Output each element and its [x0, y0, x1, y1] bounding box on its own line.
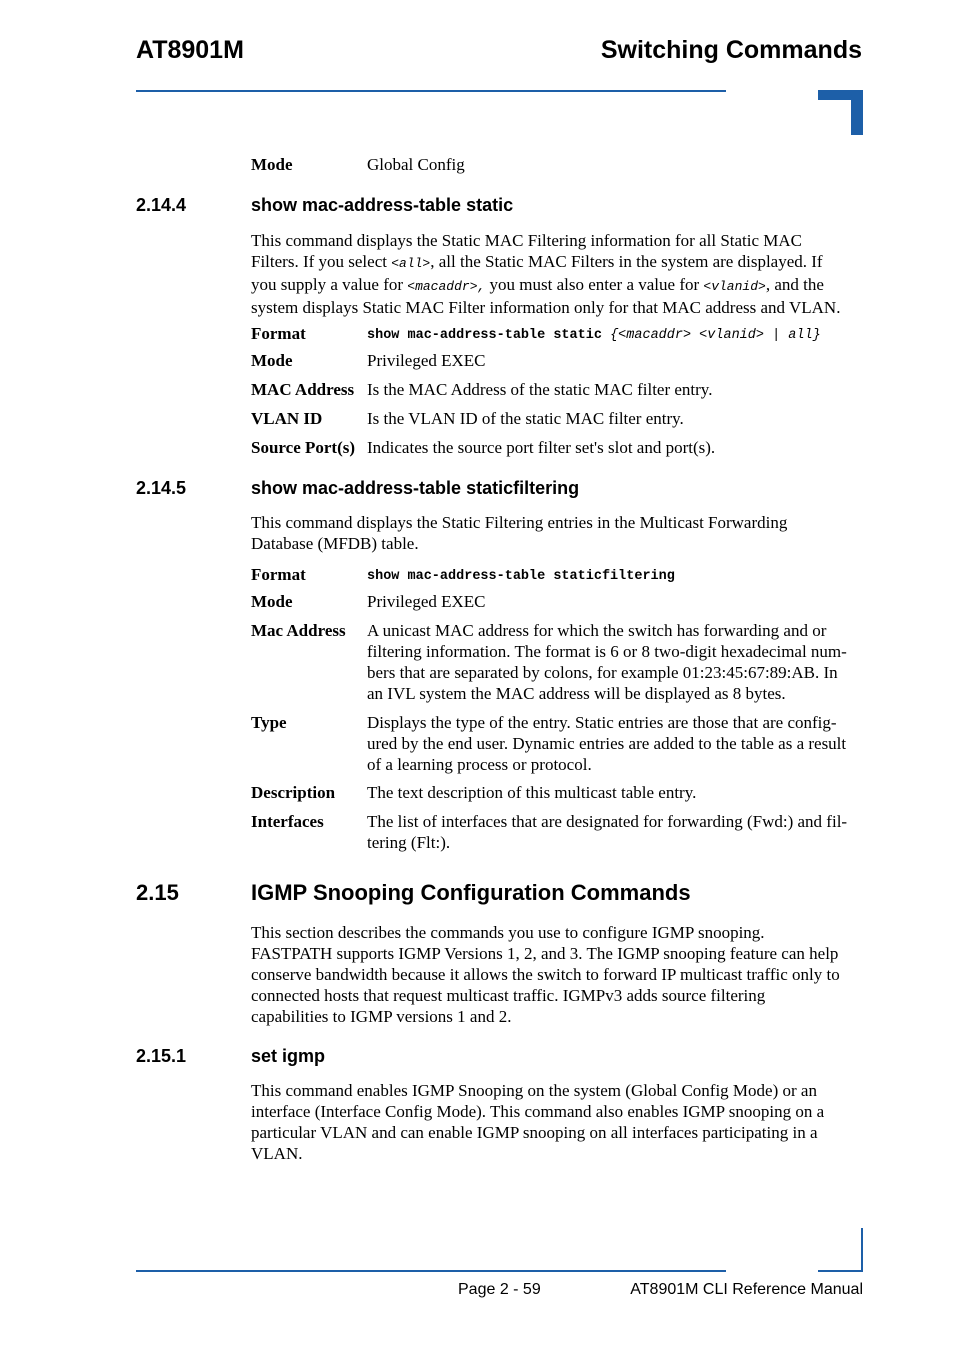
header-chapter: Switching Commands — [600, 36, 862, 64]
top-mode-label: Mode — [251, 155, 293, 174]
mac-address-value: Is the MAC Address of the static MAC filter entry. — [367, 380, 713, 399]
desc-line: FASTPATH supports IGMP Versions 1, 2, and 3. The IGMP snooping feature can help — [251, 944, 839, 963]
type-value — [367, 712, 863, 775]
vlan-id-value: Is the VLAN ID of the static MAC filter entry. — [367, 409, 684, 428]
desc-line: conserve bandwidth because it allows the switch to forward IP multicast traffic only to — [251, 965, 840, 984]
desc-line: Filters. If you select <all>, all the Static MAC Filters in the system are displayed. If — [251, 252, 823, 271]
format-command: show mac-address-table staticfiltering — [367, 569, 675, 584]
vlan-id-label: VLAN ID — [251, 409, 323, 428]
mode-label: Mode — [251, 592, 293, 611]
footer-rule — [136, 1270, 726, 1272]
section-title-2-14-5: show mac-address-table staticfiltering — [251, 478, 580, 498]
section-2-14-5-description — [251, 512, 863, 554]
section-number-2-14-4: 2.14.4 — [136, 195, 187, 215]
value-line: ured by the end user. Dynamic entries are added to the table as a result — [367, 734, 847, 753]
section-number-2-15-1: 2.15.1 — [136, 1046, 187, 1066]
format-command: show mac-address-table static {<macaddr> <vlanid> | all} — [367, 328, 821, 343]
desc-line: This command displays the Static MAC Filtering information for all Static MAC — [251, 231, 803, 250]
corner-mark-bottom-vertical — [861, 1228, 863, 1272]
description-value: The text description of this multicast table entry. — [367, 783, 697, 802]
desc-line: This section describes the commands you use to configure IGMP snooping. — [251, 923, 765, 942]
section-2-15-1-description — [251, 1080, 863, 1164]
code-all: <all> — [391, 256, 431, 271]
mac-address-label: Mac Address — [251, 621, 346, 640]
interfaces-label: Interfaces — [251, 812, 324, 831]
source-ports-value: Indicates the source port filter set's slot and port(s). — [367, 438, 716, 457]
mode-label: Mode — [251, 351, 293, 370]
desc-line: This command enables IGMP Snooping on the system (Global Config Mode) or an — [251, 1081, 817, 1100]
desc-line: This command displays the Static Filtering entries in the Multicast Forwarding — [251, 513, 788, 532]
section-title-2-15: IGMP Snooping Configuration Commands — [251, 880, 691, 905]
value-line: Displays the type of the entry. Static entries are those that are config- — [367, 713, 837, 732]
header-product: AT8901M — [136, 36, 244, 64]
source-ports-label: Source Port(s) — [251, 438, 356, 457]
format-label: Format — [251, 324, 306, 343]
description-label: Description — [251, 783, 336, 802]
section-2-15-description — [251, 922, 863, 1027]
code-macaddr: <macaddr>, — [407, 279, 486, 294]
section-title-2-15-1: set igmp — [251, 1046, 326, 1066]
section-number-2-14-5: 2.14.5 — [136, 478, 187, 498]
code-vlanid: <vlanid> — [703, 279, 766, 294]
interfaces-value — [367, 811, 863, 853]
mac-address-value — [367, 620, 863, 704]
section-number-2-15: 2.15 — [136, 880, 179, 905]
desc-line: you supply a value for <macaddr>, you must also enter a value for <vlanid>, and the — [251, 275, 824, 294]
desc-line: particular VLAN and can enable IGMP snooping on all interfaces participating in a — [251, 1123, 818, 1142]
value-line: of a learning process or protocol. — [367, 755, 592, 774]
corner-mark-top-vertical — [851, 90, 863, 135]
value-line: an IVL system the MAC address will be displayed as 8 bytes. — [367, 684, 786, 703]
value-line: bers that are separated by colons, for example 01:23:45:67:89:AB. In — [367, 663, 838, 682]
mac-address-label: MAC Address — [251, 380, 355, 399]
section-2-14-4-description — [251, 230, 863, 318]
desc-line: VLAN. — [251, 1144, 303, 1163]
value-line: filtering information. The format is 6 or 8 two-digit hexadecimal num- — [367, 642, 847, 661]
value-line: A unicast MAC address for which the switch has forwarding and or — [367, 621, 827, 640]
corner-mark-bottom — [818, 1270, 863, 1272]
top-mode-value: Global Config — [367, 155, 465, 174]
type-label: Type — [251, 713, 287, 732]
desc-line: Database (MFDB) table. — [251, 534, 419, 553]
footer-manual-title: AT8901M CLI Reference Manual — [630, 1281, 863, 1298]
desc-line: connected hosts that request multicast traffic. IGMPv3 adds source filtering — [251, 986, 766, 1005]
desc-line: interface (Interface Config Mode). This command also enables IGMP snooping on a — [251, 1102, 825, 1121]
header-rule — [136, 90, 726, 92]
value-line: The list of interfaces that are designated for forwarding (Fwd:) and fil- — [367, 812, 848, 831]
desc-line: system displays Static MAC Filter information only for that MAC address and VLAN. — [251, 298, 841, 317]
section-title-2-14-4: show mac-address-table static — [251, 195, 514, 215]
value-line: tering (Flt:). — [367, 833, 451, 852]
format-label: Format — [251, 565, 306, 584]
footer-page-number: Page 2 - 59 — [458, 1281, 541, 1298]
mode-value: Privileged EXEC — [367, 351, 486, 370]
desc-line: capabilities to IGMP versions 1 and 2. — [251, 1007, 512, 1026]
mode-value: Privileged EXEC — [367, 592, 486, 611]
